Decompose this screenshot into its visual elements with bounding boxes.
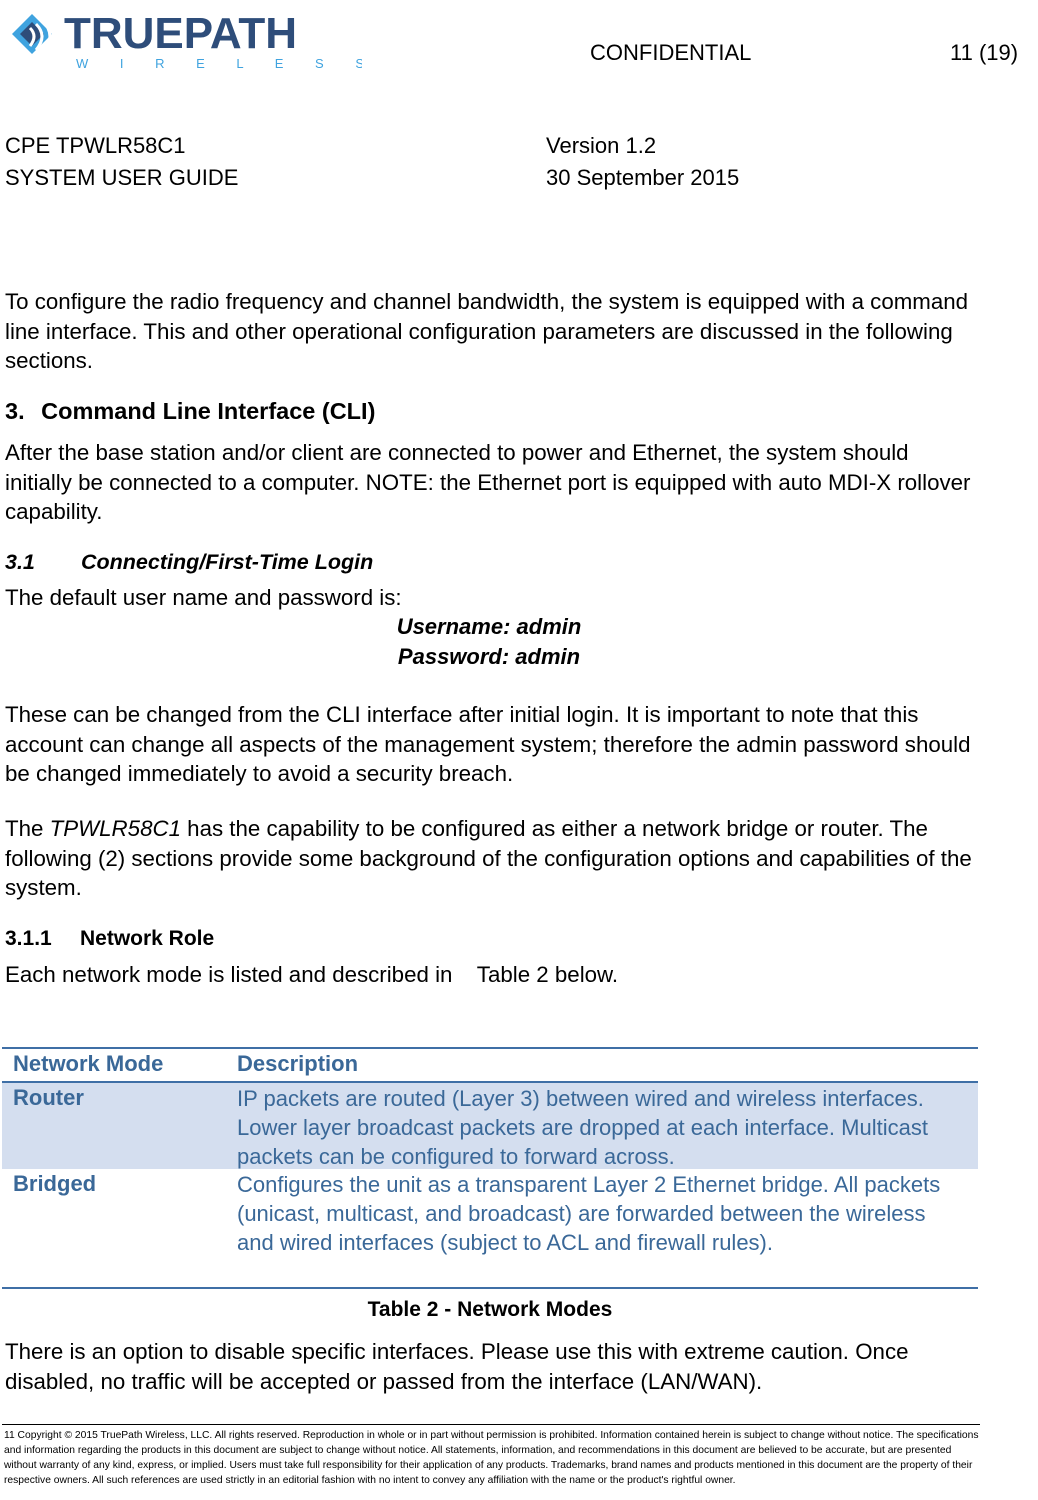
copyright-footer: 11 Copyright © 2015 TruePath Wireless, LLC. All rights reserved. Reproduction in whole or in part without permission is prohibited. Information contained herein is subject to change without notice. The specifications and information regarding the products in this document are subject to change without notice. All statements, information, and recommendations in this document are believed to be accurate, but are presented without warranty of any kind, express, or implied. Users must take full responsibility for their application of any products. Trademarks, brand names and products mentioned in this document are the property of their respective owners. All such references are used strictly in an editorial fashion with no intent to convey any affiliation with the name or the product's rightful owner. — [4, 1430, 979, 1486]
footer-divider — [2, 1424, 980, 1425]
credentials-intro: The default user name and password is: — [5, 585, 402, 610]
section-3-body: After the base station and/or client are connected to power and Ethernet, the system should initially be connected to a computer. NOTE: the Ethernet port is equipped with auto MDI-X rollover capability. — [5, 440, 971, 524]
section-number: 3.1.1 — [5, 927, 52, 950]
table-header — [2, 1047, 978, 1083]
section-title: Command Line Interface (CLI) — [41, 398, 376, 424]
network-modes-table — [2, 1047, 978, 1289]
doc-meta-left — [5, 130, 238, 194]
table-reference: Each network mode is listed and described in Table 2 below. — [5, 962, 619, 987]
description-cell: IP packets are routed (Layer 3) between wired and wireless interfaces. Lower layer broadcast packets are dropped at each interface. Multicast packets can be configured to forward across. — [237, 1086, 928, 1169]
product-name: TPWLR58C1 — [49, 816, 181, 841]
default-username: Username: admin — [396, 614, 582, 639]
section-3-1-heading — [5, 550, 373, 575]
section-number: 3.1 — [5, 550, 35, 574]
document-type: SYSTEM USER GUIDE — [5, 165, 239, 190]
doc-meta-right — [546, 130, 739, 194]
intro-paragraph: To configure the radio frequency and channel bandwidth, the system is equipped with a command line interface. This and other operational configuration parameters are discussed in the following sections. — [5, 289, 969, 373]
company-logo — [2, 4, 362, 74]
section-number: 3. — [5, 398, 25, 424]
closing-paragraph: There is an option to disable specific interfaces. Please use this with extreme caution. Once disabled, no traffic will be accepted or passed from the interface (LAN/WAN). — [5, 1339, 909, 1394]
section-title: Network Role — [80, 927, 215, 950]
mode-cell: Router — [13, 1085, 84, 1110]
header-description: Description — [237, 1051, 359, 1076]
description-cell: Configures the unit as a transparent Layer 2 Ethernet bridge. All packets (unicast, multicast, and broadcast) are forwarded between the wireless and wired interfaces (subject to ACL and firewall rules). — [237, 1172, 941, 1255]
logo-wordmark: TRUEPATH — [64, 9, 298, 58]
credentials-warning: These can be changed from the CLI interface after initial login. It is important to note that this account can change all aspects of the management system; therefore the admin password should be changed immediately to avoid a security breach. — [5, 702, 971, 786]
logo-subtitle: W I R E L E S S — [76, 56, 362, 71]
section-3-1-1-heading — [5, 927, 214, 951]
mode-cell: Bridged — [13, 1171, 97, 1196]
default-password: Password: admin — [397, 644, 581, 669]
network-capability-paragraph: The TPWLR58C1 has the capability to be configured as either a network bridge or router. The following (2) sections provide some background of the configuration options and capabilities of the system. — [5, 816, 972, 900]
product-code: CPE TPWLR58C1 — [5, 133, 186, 158]
logo-graphic — [2, 4, 362, 74]
document-version: Version 1.2 — [546, 133, 657, 158]
table-caption: Table 2 - Network Modes — [367, 1298, 613, 1321]
confidential-label: CONFIDENTIAL — [590, 40, 752, 65]
section-title: Connecting/First-Time Login — [81, 550, 374, 574]
table-row — [2, 1169, 978, 1289]
document-date: 30 September 2015 — [546, 165, 740, 190]
header-network-mode: Network Mode — [13, 1051, 164, 1076]
section-3-heading — [5, 398, 375, 425]
table-row — [2, 1083, 978, 1169]
page-number: 11 (19) — [950, 40, 1019, 65]
